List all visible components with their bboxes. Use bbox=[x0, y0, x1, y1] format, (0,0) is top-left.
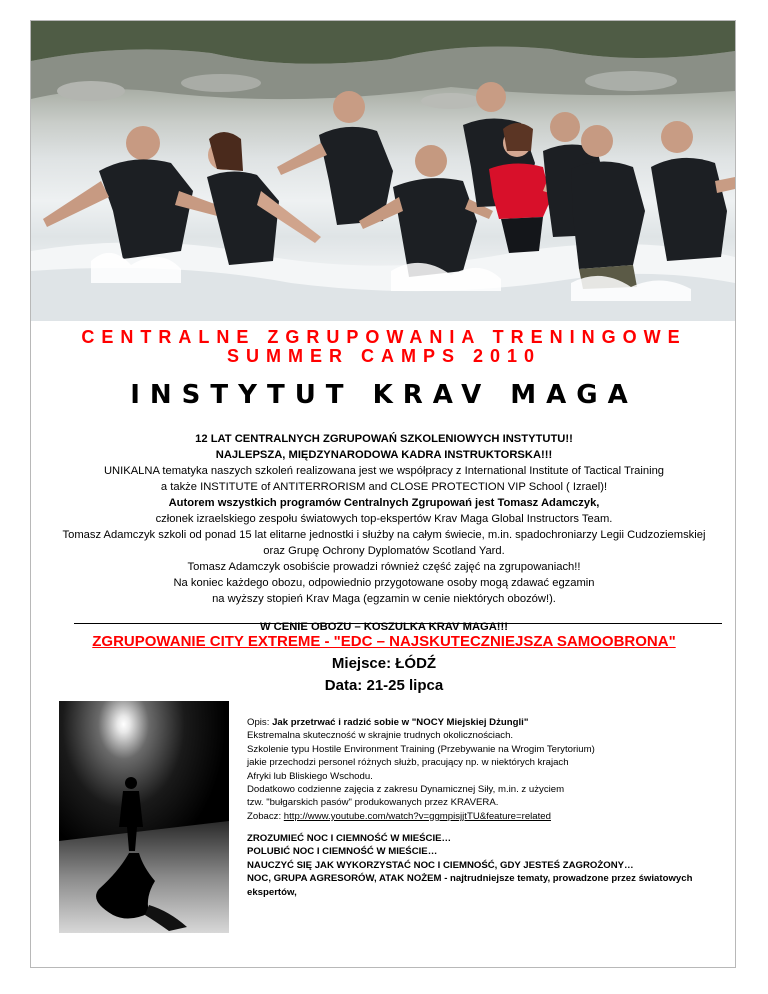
intro-line: Na koniec każdego obozu, odpowiednio przygotowane osoby mogą zdawać egzamin bbox=[173, 577, 595, 589]
hero-photo-river-crossing bbox=[31, 21, 735, 321]
intro-line: oraz Grupę Ochrony Dyplomatów Scotland Yard. bbox=[263, 545, 505, 557]
description-line: Dodatkowo codzienne zajęcia z zakresu Dynamicznej Siły, m.in. z użyciem bbox=[247, 784, 565, 796]
opis-line bbox=[247, 716, 737, 729]
intro-line: a także INSTITUTE of ANTITERRORISM and CLOSE PROTECTION VIP School ( Izrael)! bbox=[160, 481, 608, 493]
intro-text bbox=[20, 431, 748, 635]
description-line: Szkolenie typu Hostile Environment Training (Przebywanie na Wrogim Terytorium) bbox=[247, 743, 595, 755]
intro-line: Tomasz Adamczyk osobiście prowadzi również część zajęć na zgrupowaniach!! bbox=[187, 561, 581, 573]
highlight-item: ZROZUMIEĆ NOC I CIEMNOŚĆ W MIEŚCIE… bbox=[247, 833, 452, 844]
night-street-photo bbox=[59, 701, 229, 933]
intro-line: 12 LAT CENTRALNYCH ZGRUPOWAŃ SZKOLENIOWYCH INSTYTUTU!! bbox=[195, 433, 573, 445]
section-divider bbox=[74, 623, 722, 624]
highlight-item: POLUBIĆ NOC I CIEMNOŚĆ W MIEŚCIE… bbox=[247, 846, 438, 858]
highlight-item: ekspertów, bbox=[247, 886, 297, 898]
person-figure-2 bbox=[207, 132, 321, 265]
description-line: Afryki lub Bliskiego Wschodu. bbox=[247, 770, 373, 782]
highlight-item: NAUCZYĆ SIĘ JAK WYKORZYSTAĆ NOC I CIEMNOŚĆ, GDY JESTEŚ ZAGROŻONY… bbox=[247, 859, 634, 871]
video-link-label: Zobacz: bbox=[247, 810, 284, 822]
event-description bbox=[247, 716, 737, 823]
intro-line: członek izraelskiego zespołu światowych top-ekspertów Krav Maga Global Instructors Team. bbox=[155, 513, 613, 525]
camp-title-line1: CENTRALNE ZGRUPOWANIA TRENINGOWE bbox=[81, 327, 687, 347]
event-title: ZGRUPOWANIE CITY EXTREME - "EDC – NAJSKUTECZNIEJSZA SAMOOBRONA" bbox=[92, 633, 676, 650]
person-figure-3 bbox=[277, 91, 393, 225]
youtube-video-link[interactable]: http://www.youtube.com/watch?v=ggmpisjjtTU&feature=related bbox=[283, 810, 551, 822]
person-figure-1 bbox=[43, 126, 223, 259]
camp-title-line2: SUMMER CAMPS 2010 bbox=[226, 346, 542, 366]
video-link-line bbox=[247, 810, 737, 823]
intro-tshirt-note: W CENIE OBOZU – KOSZULKA KRAV MAGA!!! bbox=[260, 621, 508, 633]
highlight-item: NOC, GRUPA AGRESORÓW, ATAK NOŻEM - najtrudniejsze tematy, prowadzone przez światowych bbox=[247, 873, 693, 885]
intro-line: Autorem wszystkich programów Centralnych Zgrupowań jest Tomasz Adamczyk, bbox=[168, 497, 600, 509]
opis-label: Opis: bbox=[247, 717, 273, 728]
event-place: Miejsce: ŁÓDŹ bbox=[331, 655, 437, 672]
opis-headline: Jak przetrwać i radzić sobie w "NOCY Miejskiej Dżungli" bbox=[272, 717, 529, 728]
intro-line: Tomasz Adamczyk szkoli od ponad 15 lat elitarne jednostki i służby na całym świecie, m.in. spadochroniarzy Legii Cudzoziemskiej bbox=[62, 529, 706, 541]
intro-line: NAJLEPSZA, MIĘDZYNARODOWA KADRA INSTRUKTORSKA!!! bbox=[215, 449, 553, 461]
description-line: tzw. "bułgarskich pasów" produkowanych przez KRAVERA. bbox=[247, 797, 499, 809]
intro-line: na wyższy stopień Krav Maga (egzamin w cenie niektórych obozów!). bbox=[212, 593, 556, 605]
description-line: jakie przechodzi personel różnych służb, pracujący np. w niektórych krajach bbox=[247, 757, 569, 769]
person-figure-9 bbox=[651, 121, 735, 261]
brand-title: INSTYTUT KRAV MAGA bbox=[130, 380, 638, 410]
intro-line: UNIKALNA tematyka naszych szkoleń realizowana jest we współpracy z International Institute of Tactical Training bbox=[103, 465, 665, 477]
event-date: Data: 21-25 lipca bbox=[324, 677, 444, 694]
highlights-list bbox=[247, 832, 737, 899]
description-line: Ekstremalna skuteczność w skrajnie trudnych okolicznościach. bbox=[247, 730, 514, 742]
